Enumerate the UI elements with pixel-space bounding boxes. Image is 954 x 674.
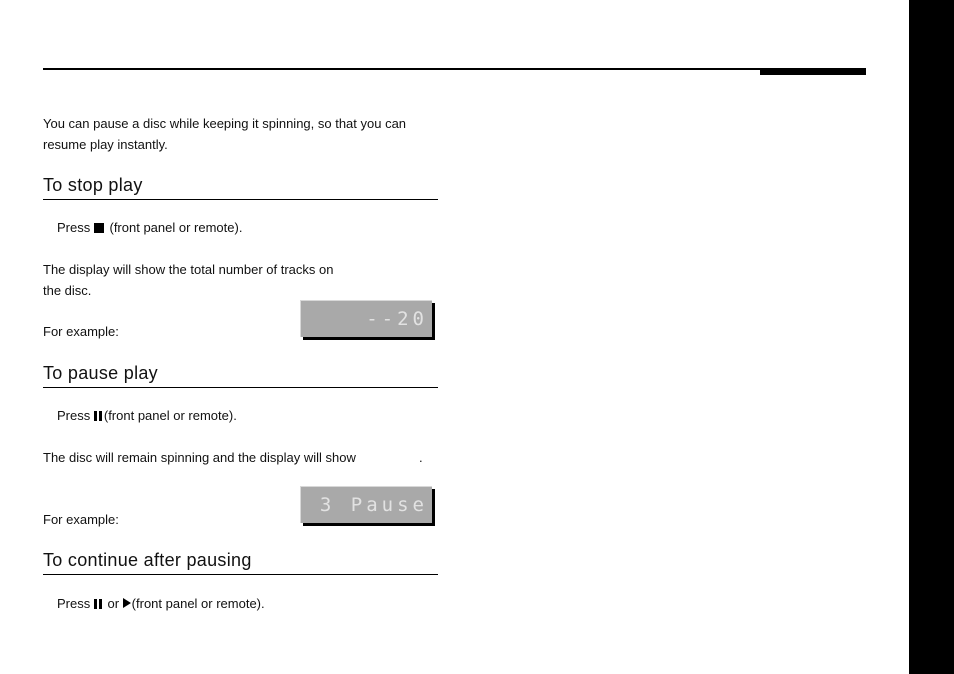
pause-rule [43,387,438,388]
stop-desc-line-1: The display will show the total number of tracks on [43,262,334,277]
header-rule [43,68,866,70]
stop-desc-line-2: the disc. [43,283,92,298]
stop-display-example [300,300,432,337]
pause-heading: To pause play [43,363,158,383]
continue-press-suffix: (front panel or remote). [131,596,265,611]
stop-example-label: For example: [43,324,119,339]
continue-rule [43,574,438,575]
play-icon [123,598,131,608]
pause-desc-end: . [419,450,423,465]
pause-display-text: 3 Pause [319,494,428,516]
pause-display-example [300,486,432,523]
stop-icon [94,223,104,233]
header-rule-accent [760,68,866,75]
continue-or-label: or [107,596,120,611]
pause-icon [94,599,102,609]
intro-line-1: You can pause a disc while keeping it spinning, so that you can [43,116,407,131]
pause-instruction [57,405,237,426]
stop-display-text: --20 [366,308,428,330]
continue-instruction [57,593,265,614]
pause-icon [94,411,102,421]
stop-rule [43,199,438,200]
page-edge-bar [909,0,954,674]
stop-instruction [57,217,242,238]
stop-press-label: Press [57,220,91,235]
stop-heading: To stop play [43,175,143,195]
intro-line-2: resume play instantly. [43,137,168,152]
pause-press-suffix: (front panel or remote). [103,408,237,423]
pause-example-label: For example: [43,512,119,527]
pause-desc: The disc will remain spinning and the display will show [43,450,356,465]
pause-press-label: Press [57,408,91,423]
stop-press-suffix: (front panel or remote). [109,220,243,235]
continue-heading: To continue after pausing [43,550,252,570]
continue-press-label: Press [57,596,91,611]
